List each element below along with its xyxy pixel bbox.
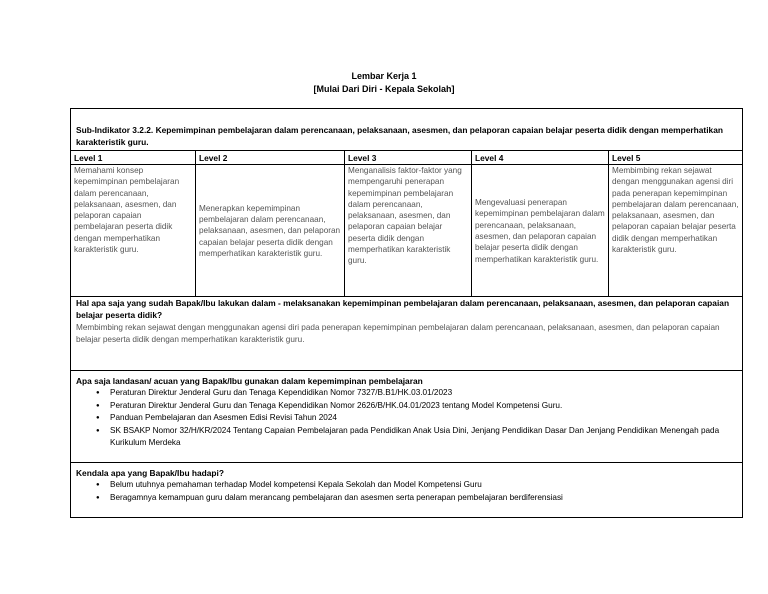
level-1-header: Level 1 — [71, 151, 195, 165]
worksheet-table — [70, 108, 743, 518]
level-2-header: Level 2 — [196, 151, 344, 165]
list-item: ● Peraturan Direktur Jenderal Guru dan Tenaga Kependidikan Nomor 2626/B/HK.04.01/2023 tentang Model Kompetensi Guru. — [110, 400, 737, 413]
question-2-prompt: Apa saja landasan/ acuan yang Bapak/Ibu gunakan dalam kepemimpinan pembelajaran — [76, 376, 423, 386]
question-2-section — [71, 371, 742, 463]
level-4-text: Mengevaluasi penerapan kepemimpinan pembelajaran dalam perencanaan, pelaksanaan, asesmen, dan pelaporan capaian belajar peserta didik dengan memperhatikan karakteristik guru. — [475, 198, 605, 264]
worksheet-title: Lembar Kerja 1 — [351, 71, 417, 81]
question-2-list — [76, 387, 737, 450]
question-1-answer: Membimbing rekan sejawat dengan menggunakan agensi diri pada penerapan kepemimpinan pembelajaran dalam perencanaan, pelaksanaan, asesmen, dan pelaporan capaian belajar peserta didik dengan memperhatikan karakteristik guru. — [76, 323, 720, 344]
level-3-column — [345, 151, 472, 297]
level-4-header: Level 4 — [472, 151, 608, 165]
question-3-prompt: Kendala apa yang Bapak/Ibu hadapi? — [76, 468, 224, 478]
levels-row — [71, 151, 742, 297]
worksheet-subtitle: [Mulai Dari Diri - Kepala Sekolah] — [313, 84, 455, 94]
list-item: ● Panduan Pembelajaran dan Asesmen Edisi Revisi Tahun 2024 — [110, 412, 737, 425]
question-3-list — [76, 479, 737, 504]
level-4-column — [472, 151, 609, 297]
question-3-section — [71, 463, 742, 519]
list-item: ● SK BSAKP Nomor 32/H/KR/2024 Tentang Capaian Pembelajaran pada Pendidikan Anak Usia Dini, Jenjang Pendidikan Dasar Dan Jenjang Pendidikan Menengah pada Kurikulum Merdeka — [110, 425, 737, 450]
level-5-header: Level 5 — [609, 151, 742, 165]
question-1-section — [71, 297, 742, 371]
level-5-column — [609, 151, 742, 297]
level-5-text: Membimbing rekan sejawat dengan menggunakan agensi diri pada penerapan kepemimpinan pembelajaran dalam perencanaan, pelaksanaan, asesmen, dan pelaporan capaian belajar peserta didik dengan memperhatikan karakteristik guru. — [612, 166, 739, 255]
list-item: ● Belum utuhnya pemahaman terhadap Model kompetensi Kepala Sekolah dan Model Kompetensi Guru — [110, 479, 737, 492]
sub-indikator: Sub-Indikator 3.2.2. Kepemimpinan pembelajaran dalam perencanaan, pelaksanaan, asesmen, dan pelaporan capaian belajar peserta didik dengan memperhatikan karakteristik guru. — [71, 109, 742, 151]
level-3-header: Level 3 — [345, 151, 471, 165]
level-2-column — [196, 151, 345, 297]
list-item: ● Beragamnya kemampuan guru dalam merancang pembelajaran dan asesmen serta penerapan pembelajaran berdiferensiasi — [110, 492, 737, 505]
level-1-column — [71, 151, 196, 297]
level-1-text: Memahami konsep kepemimpinan pembelajaran dalam perencanaan, pelaksanaan, asesmen, dan pelaporan capaian pembelajaran peserta didik dengan memperhatikan karakteristik guru. — [74, 166, 180, 255]
list-item: ● Peraturan Direktur Jenderal Guru dan Tenaga Kependidikan Nomor 7327/B.B1/HK.03.01/2023 — [110, 387, 737, 400]
level-3-text: Menganalisis faktor-faktor yang mempengaruhi penerapan kepemimpinan pembelajaran dalam perencanaan, pelaksanaan, asesmen, dan pelaporan capaian belajar peserta didik dengan memperhatikan karakteristik guru. — [348, 166, 462, 266]
question-1-prompt: Hal apa saja yang sudah Bapak/Ibu lakukan dalam - melaksanakan kepemimpinan pembelajaran dalam perencanaan, pelaksanaan, asesmen, dan pelaporan capaian belajar peserta didik? — [76, 298, 730, 320]
level-2-text: Menerapkan kepemimpinan pembelajaran dalam perencanaan, pelaksanaan, asesmen, dan pelaporan capaian belajar peserta didik dengan memperhatikan karakteristik guru. — [199, 203, 341, 258]
